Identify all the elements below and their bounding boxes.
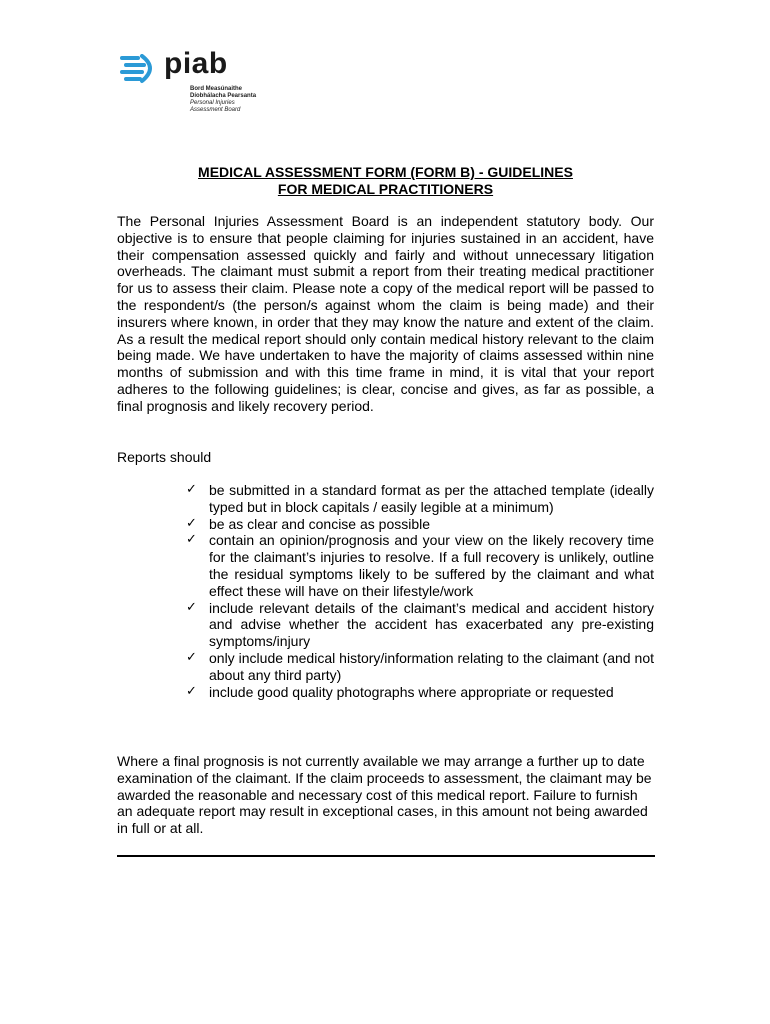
piab-logo	[120, 47, 280, 114]
checkmark-icon: ✓	[186, 482, 197, 497]
guideline-text: only include medical history/information relating to the claimant (and not about any third party)	[209, 649, 654, 683]
logo-sub-line-4: Assessment Board	[190, 107, 241, 113]
guideline-item	[186, 532, 654, 599]
guideline-item	[186, 516, 654, 533]
document-title	[117, 164, 654, 198]
logo-wordmark: piab	[164, 47, 228, 80]
title-line-1: MEDICAL ASSESSMENT FORM (FORM B) - GUIDELINES	[198, 164, 573, 180]
guideline-item	[186, 684, 654, 701]
guideline-text: include relevant details of the claimant’s medical and accident history and advise whether the accident has exacerbated any pre-existing symptoms/injury	[209, 599, 654, 650]
guideline-text: be submitted in a standard format as per the attached template (ideally typed but in block capitals / easily legible at a minimum)	[209, 482, 654, 515]
checkmark-icon: ✓	[186, 515, 197, 531]
title-line-2: FOR MEDICAL PRACTITIONERS	[277, 181, 494, 197]
logo-sub-line-1: Bord Measúnaithe	[190, 86, 243, 92]
piab-logo-mark-icon	[120, 54, 162, 84]
guideline-text: include good quality photographs where appropriate or requested	[209, 683, 614, 700]
guideline-item	[186, 600, 654, 650]
checkmark-icon: ✓	[186, 649, 197, 665]
guideline-item	[186, 650, 654, 684]
checkmark-icon: ✓	[186, 599, 197, 615]
logo-sub-line-3: Personal Injuries	[190, 100, 235, 106]
checkmark-icon: ✓	[186, 532, 197, 548]
closing-paragraph: Where a final prognosis is not currently available we may arrange a further up to date examination of the claimant. If the claim proceeds to assessment, the claimant may be awarded the reasonable and necessary cost of this medical report. Failure to furnish an adequate report may result in exceptional cases, in this amount not being awarded in full or at all.	[117, 753, 652, 837]
logo-subtitle	[190, 86, 256, 114]
reports-should-label: Reports should	[117, 449, 212, 465]
guideline-item	[186, 482, 654, 516]
logo-sub-line-2: Díobhálacha Pearsanta	[190, 93, 257, 99]
intro-paragraph: The Personal Injuries Assessment Board is an independent statutory body. Our objective is to ensure that people claiming for injuries sustained in an accident, have their compensation assessed quickly and fairly and without unnecessary litigation overheads. The claimant must submit a report from their treating medical practitioner for us to assess their claim. Please note a copy of the medical report will be passed to the respondent/s (the person/s against whom the claim is being made) and their insurers where known, in order that they may know the nature and extent of the claim. As a result the medical report should only contain medical history relevant to the claim being made. We have undertaken to have the majority of claims assessed within nine months of submission and with this time frame in mind, it is vital that your report adheres to the following guidelines; is clear, concise and gives, as far as possible, a final prognosis and likely recovery period.	[117, 213, 654, 414]
guidelines-list	[186, 482, 654, 700]
guideline-text: be as clear and concise as possible	[209, 515, 431, 532]
horizontal-divider	[117, 855, 655, 857]
guideline-text: contain an opinion/prognosis and your view on the likely recovery time for the claimant’s injuries to resolve. If a full recovery is unlikely, outline the residual symptoms likely to be suffered by the claimant and what effect these will have on their lifestyle/work	[209, 532, 654, 599]
checkmark-icon: ✓	[186, 683, 197, 699]
